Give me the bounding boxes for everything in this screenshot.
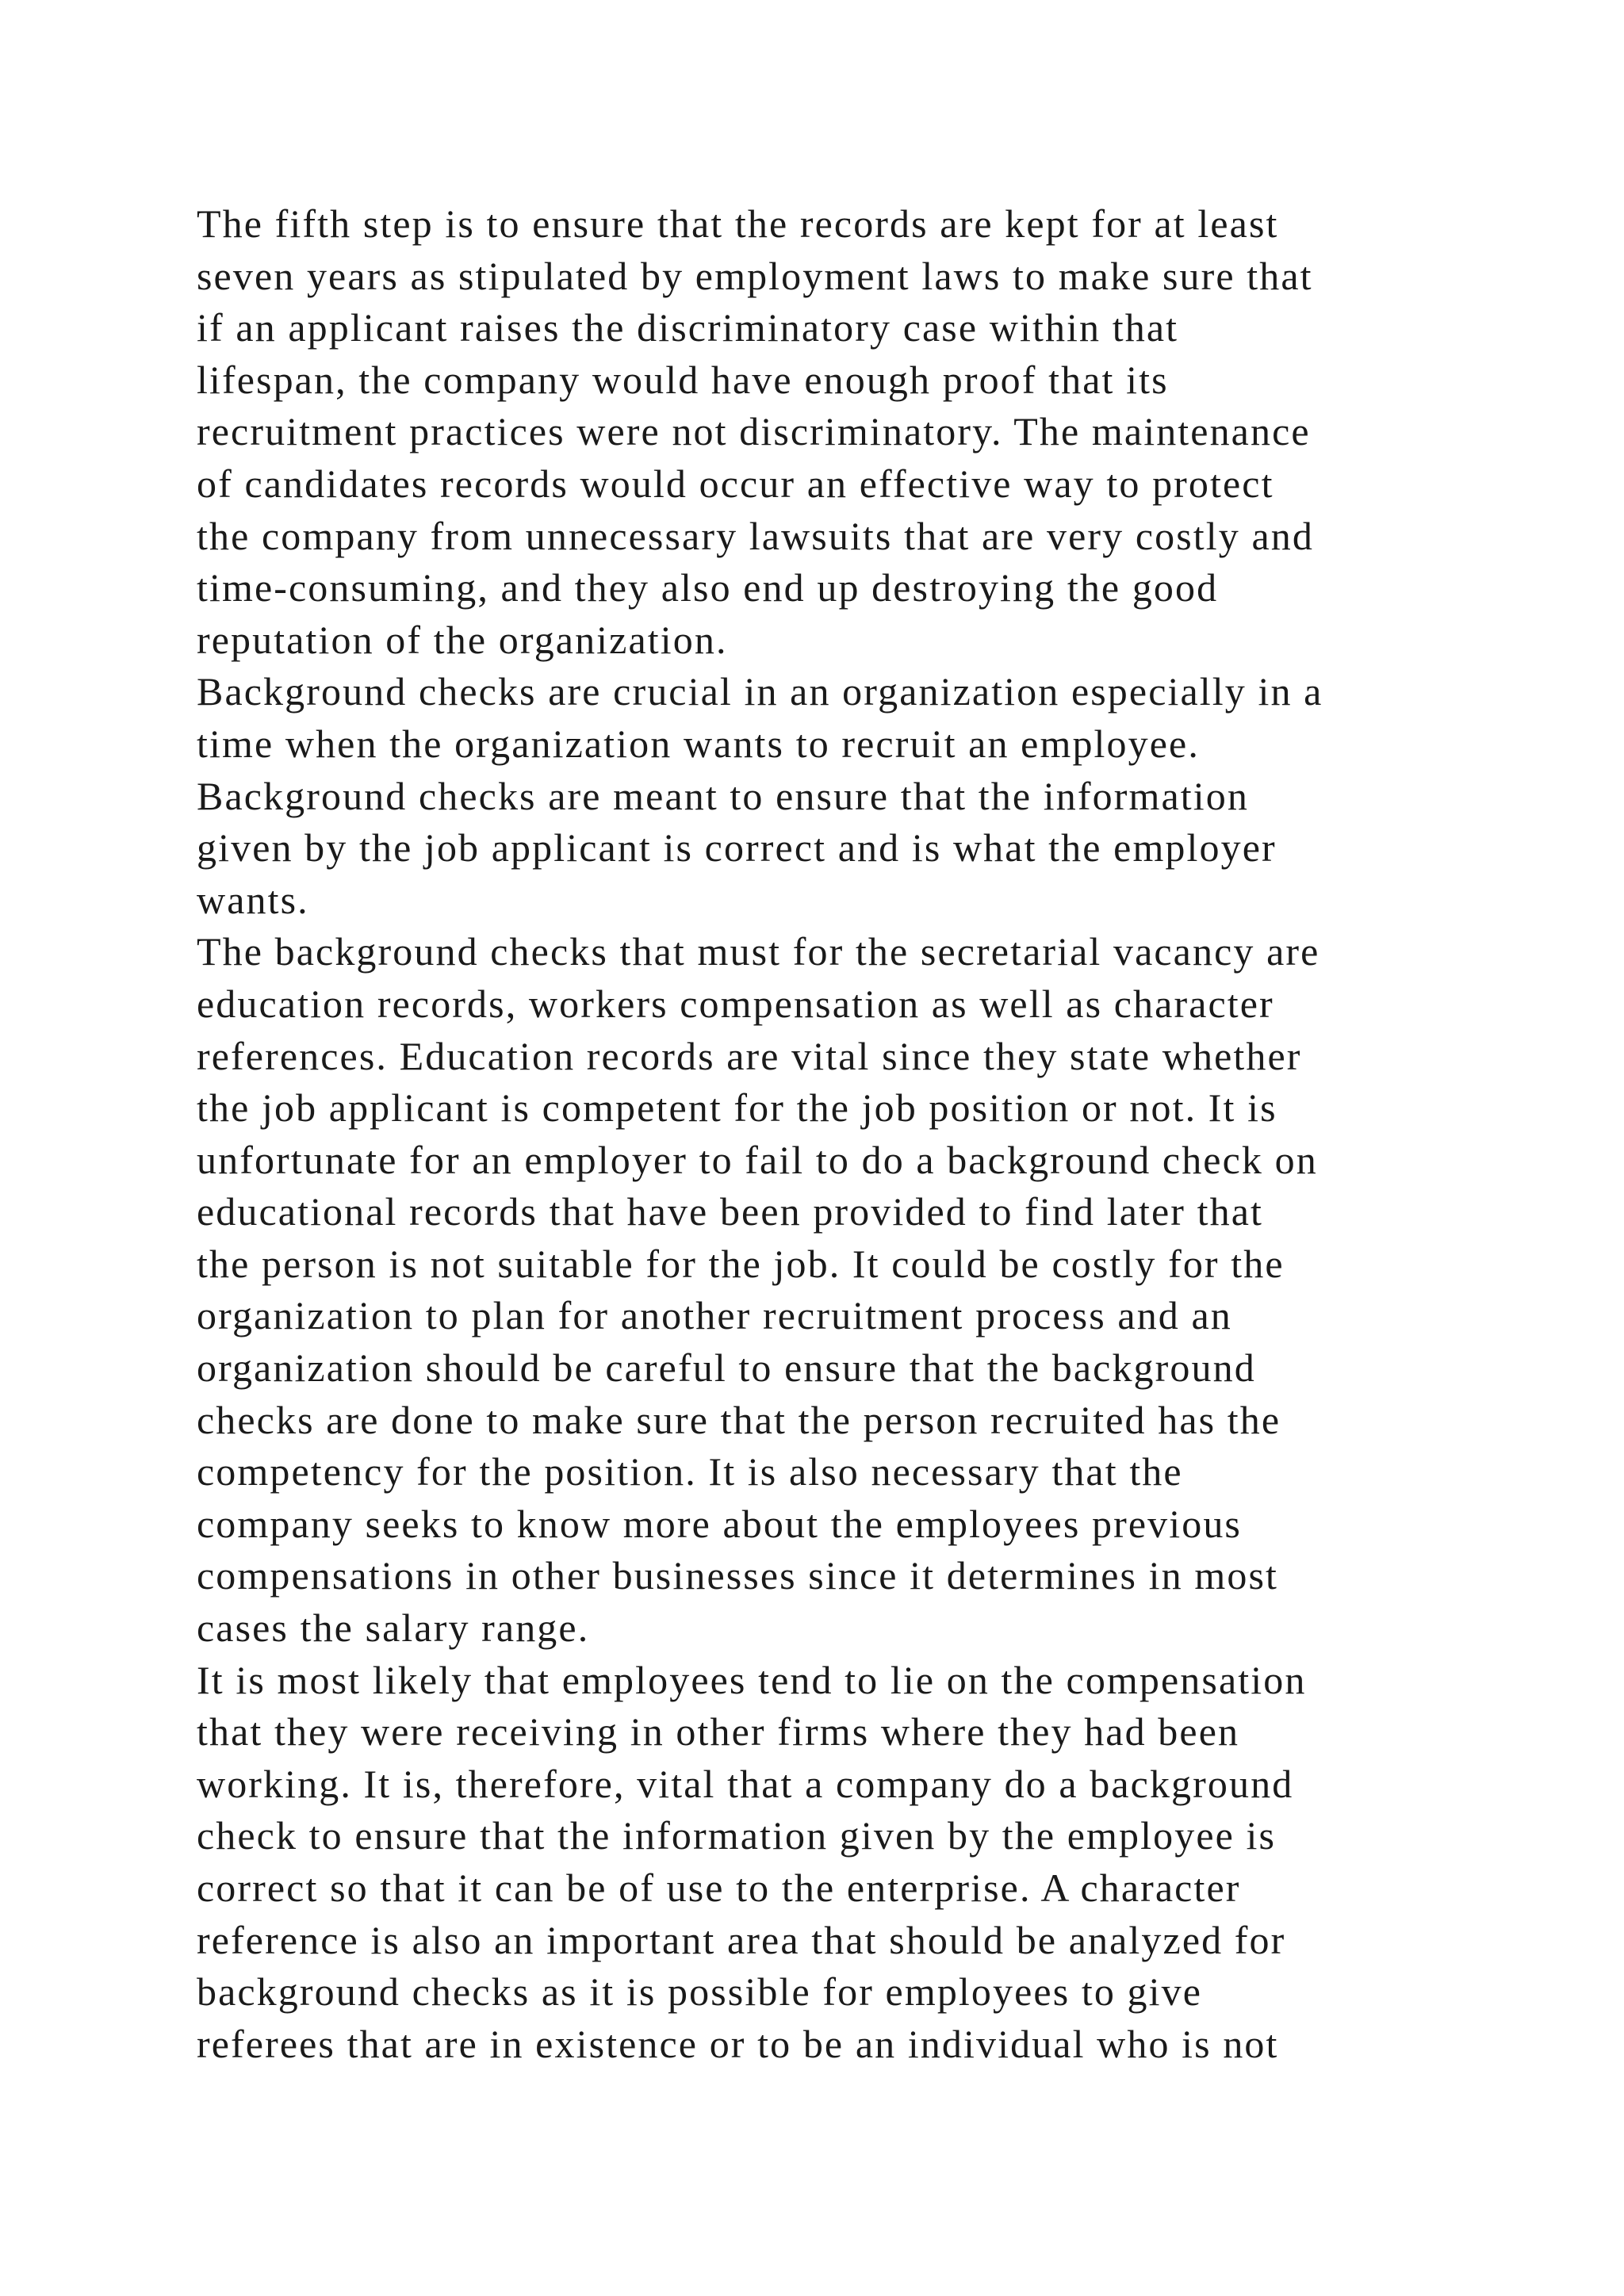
paragraph-background-checks-intro: Background checks are crucial in an organization especially in a time when the organization wants to recruit an employee. Background checks are meant to ensure that the information given by the job applicant is correct and is what the employer wants. bbox=[197, 669, 1323, 922]
paragraph-records-retention: The fifth step is to ensure that the records are kept for at least seven years as stipulated by employment laws to make sure that if an applicant raises the discriminatory case within that lifespan, the company would have enough proof that its recruitment practices were not discriminatory. The maintenance of candidates records would occur an effective way to protect the company from unnecessary lawsuits that are very costly and time-consuming, and they also end up destroying the good reputation of the organization. bbox=[197, 201, 1314, 662]
paragraph-secretarial-checks: The background checks that must for the secretarial vacancy are education records, workers compensation as well as character references. Education records are vital since they state whether the job applicant is competent for the job position or not. It is unfortunate for an employer to fail to do a background check on educational records that have been provided to find later that the person is not suitable for the job. It could be costly for the organization to plan for another recruitment process and an organization should be careful to ensure that the background checks are done to make sure that the person recruited has the competency for the position. It is also necessary that the company seeks to know more about the employees previous compensations in other businesses since it determines in most cases the salary range. bbox=[197, 929, 1320, 1651]
paragraph-compensation-references: It is most likely that employees tend to lie on the compensation that they were receiving in other firms where they had been working. It is, therefore, vital that a company do a background check to ensure that the information given by the employee is correct so that it can be of use to the enterprise. A character reference is also an important area that should be analyzed for background checks as it is possible for employees to give referees that are in existence or to be an individual who is not bbox=[197, 1657, 1307, 2066]
